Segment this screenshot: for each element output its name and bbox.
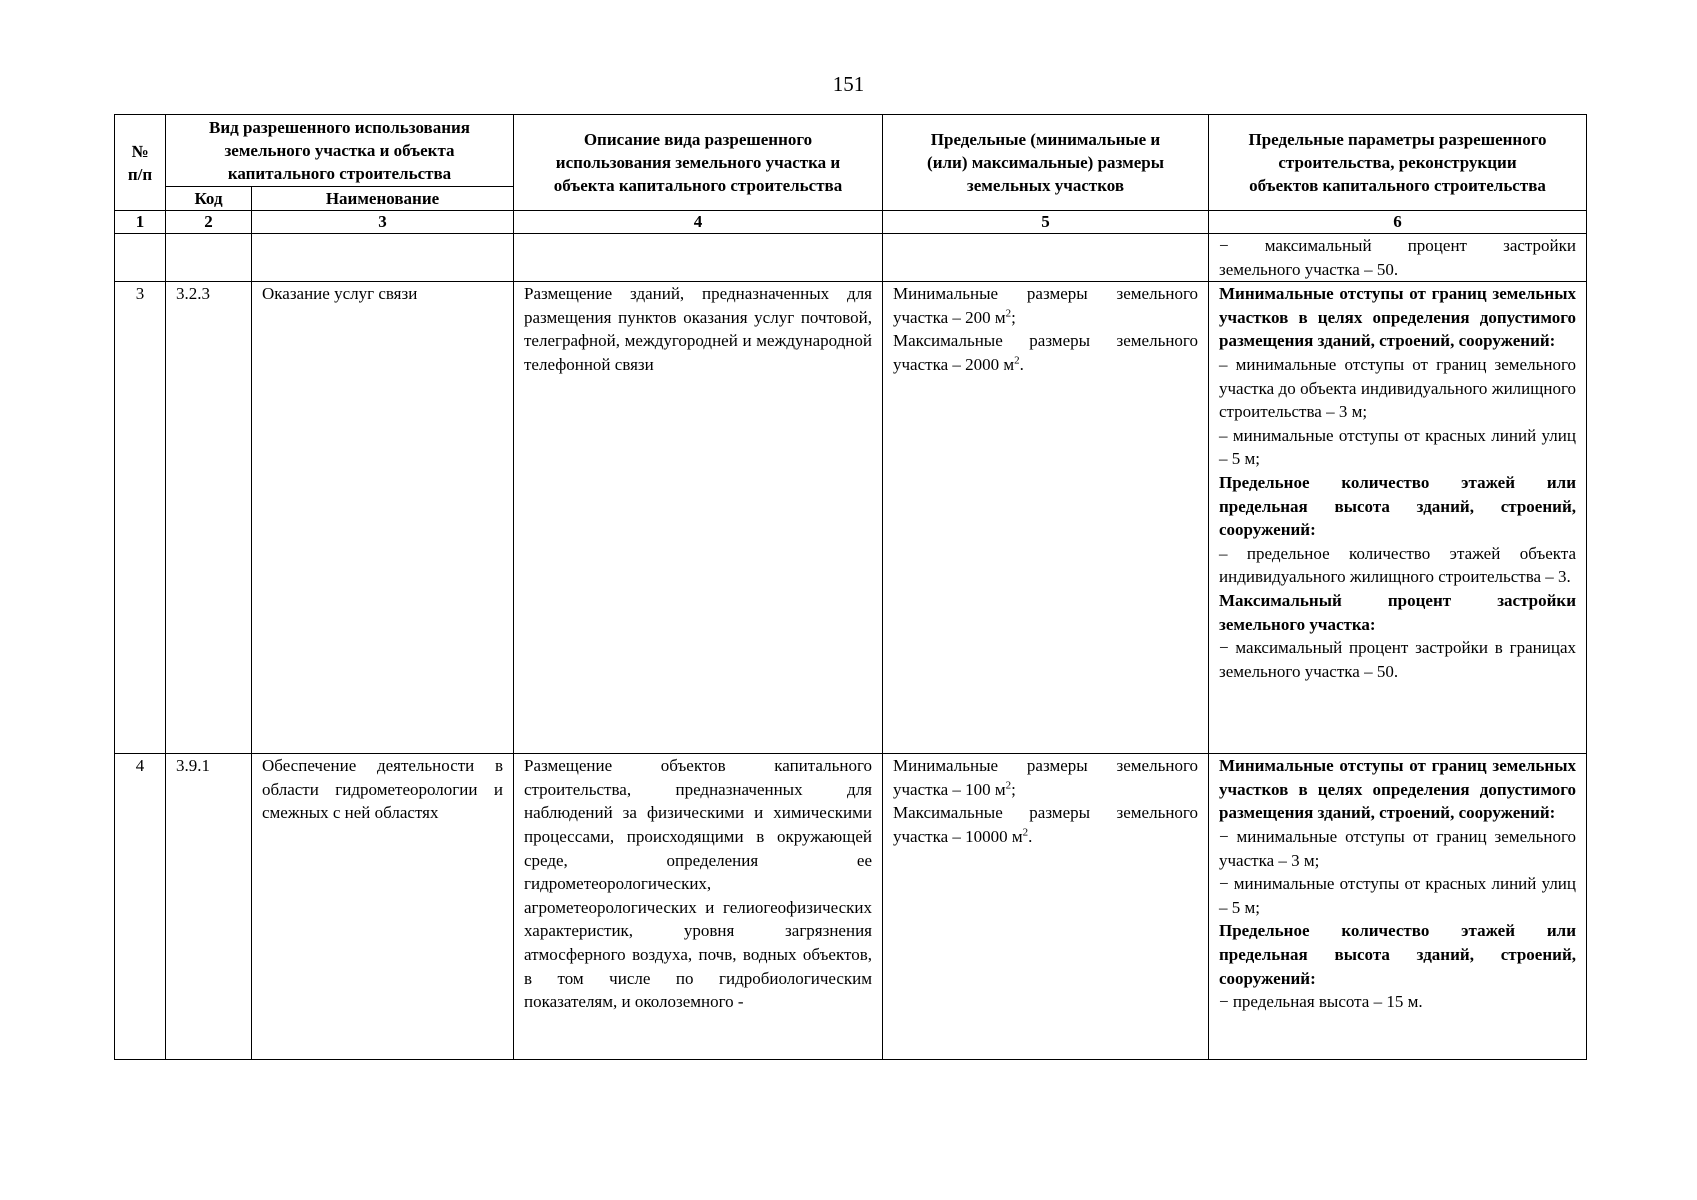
row-name: Оказание услуг связи <box>252 282 514 754</box>
row-number: 3 <box>115 282 166 754</box>
row-description: Размещение зданий, предназначенных для размещения пунктов оказания услуг почтовой, телеграфной, междугородней и международной телефонной связи <box>514 282 883 754</box>
column-number: 3 <box>252 211 514 234</box>
row-number: 4 <box>115 754 166 1060</box>
row-code: 3.9.1 <box>166 754 252 1060</box>
column-number: 5 <box>883 211 1209 234</box>
header-vid: Вид разрешенного использования земельного участка и объекта капитального строительства <box>166 115 514 187</box>
column-number: 1 <box>115 211 166 234</box>
row-params: Минимальные отступы от границ земельных участков в целях определения допустимого размещения зданий, строений, сооружений: – минимальные отступы от границ земельного участка до объекта индивидуального жилищного строительства – 3 м; – минимальные отступы от красных линий улиц – 5 м; Предельное количество этажей или предельная высота зданий, строений, сооружений: – предельное количество этажей объекта индивидуального жилищного строительства – 3. Максимальный процент застройки земельного участка: − максимальный процент застройки в границах земельного участка – 50. <box>1209 282 1587 754</box>
row-code: 3.2.3 <box>166 282 252 754</box>
header-name: Наименование <box>252 187 514 211</box>
header-no: № п/п <box>115 115 166 211</box>
page-number: 151 <box>832 72 865 96</box>
params-cell: − максимальный процент застройки земельного участка – 50. <box>1209 234 1587 282</box>
row-name: Обеспечение деятельности в области гидрометеорологии и смежных с ней областях <box>252 754 514 1060</box>
table-row <box>115 754 1587 1060</box>
row-params: Минимальные отступы от границ земельных участков в целях определения допустимого размещения зданий, строений, сооружений: − минимальные отступы от границ земельного участка – 3 м; − минимальные отступы от красных линий улиц – 5 м; Предельное количество этажей или предельная высота зданий, строений, сооружений: − предельная высота – 15 м. <box>1209 754 1587 1060</box>
header-description: Описание вида разрешенного использования земельного участка и объекта капитального строительства <box>514 115 883 211</box>
column-number: 4 <box>514 211 883 234</box>
table-row <box>115 282 1587 754</box>
land-use-table <box>114 114 1587 1060</box>
header-sizes: Предельные (минимальные и (или) максимальные) размеры земельных участков <box>883 115 1209 211</box>
column-numbers-row <box>115 211 1587 234</box>
row-description: Размещение объектов капитального строительства, предназначенных для наблюдений за физическими и химическими процессами, происходящими в окружающей среде, определения ее гидрометеорологических, агрометеорологических и гелиогеофизических характеристик, уровня загрязнения атмосферного воздуха, почв, водных объектов, в том числе по гидробиологическим показателям, и околоземного - <box>514 754 883 1060</box>
table-row-carryover <box>115 234 1587 282</box>
header-code: Код <box>166 187 252 211</box>
header-params: Предельные параметры разрешенного строительства, реконструкции объектов капитального строительства <box>1209 115 1587 211</box>
column-number: 6 <box>1209 211 1587 234</box>
row-sizes: Минимальные размеры земельного участка – 100 $м^2$; Максимальные размеры земельного участка – 10000 $м^2$. <box>883 754 1209 1060</box>
column-number: 2 <box>166 211 252 234</box>
row-sizes: Минимальные размеры земельного участка – 200 $м^2$; Максимальные размеры земельного участка – 2000 $м^2$. <box>883 282 1209 754</box>
